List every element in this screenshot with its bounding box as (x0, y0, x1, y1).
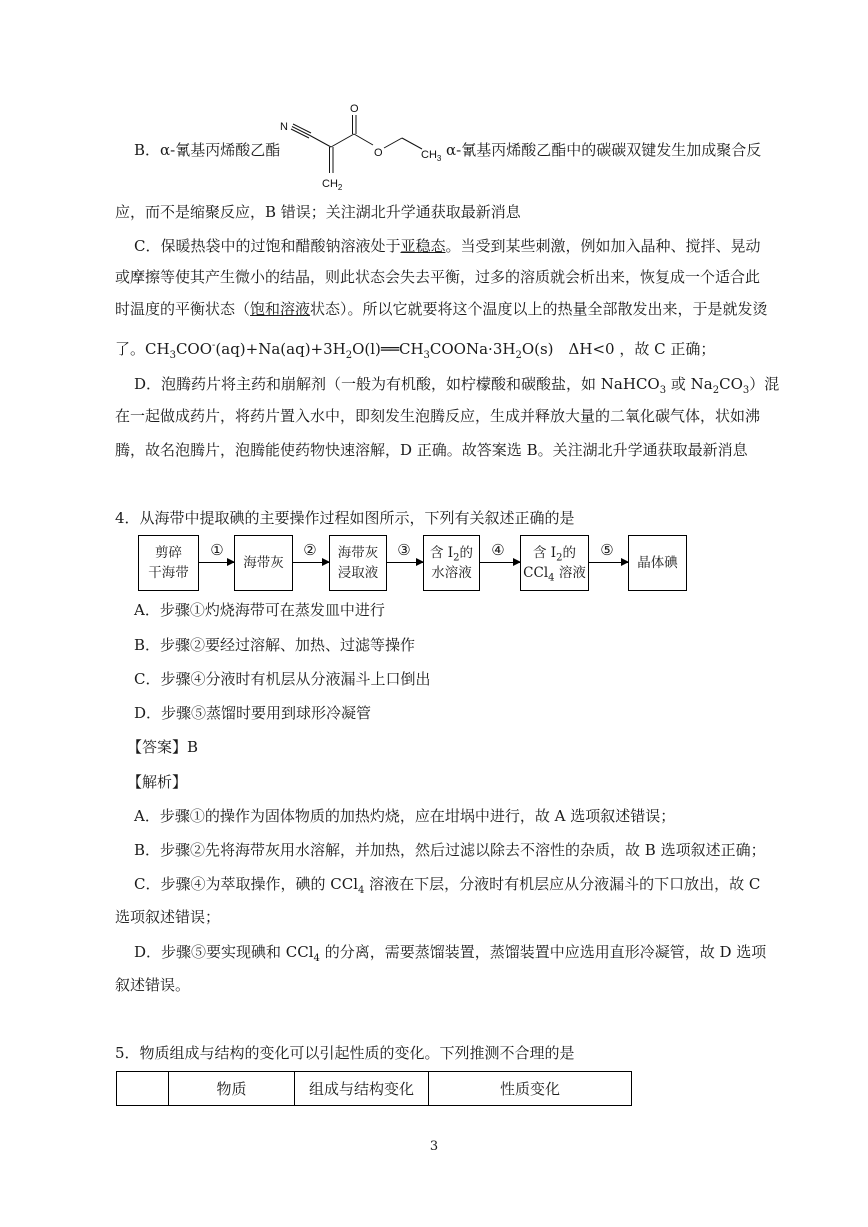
option-c-line3: 时温度的平衡状态（饱和溶液状态）。所以它就要将这个温度以上的热量全部散发出来，于是就发烫 (115, 300, 768, 318)
option-c-equation: 了。$CH_3COO^-(aq)+Na(aq)+3H_2O(l)══CH_3COONa\cdot 3H_2O(s)$ ΔH<0 ，故 C 正确； (115, 340, 716, 361)
flow-arrow-5 (589, 562, 628, 563)
question-5-stem: 5．物质组成与结构的变化可以引起性质的变化。下列推测不合理的是 (115, 1044, 575, 1062)
table-header-cell: 组成与结构变化 (295, 1072, 429, 1106)
flow-box-ccl4-solution: 含 $I_2$的 CCl$_4$ 溶液 (520, 535, 589, 591)
q4-answer: 【答案】B (127, 738, 199, 756)
option-c-line1: C．保暖热袋中的过饱和醋酸钠溶液处于亚稳态。当受到某些刺激，例如加入晶种、搅拌、晃动 (134, 237, 761, 255)
flow-arrow-4 (480, 562, 520, 563)
q5-table (116, 1071, 632, 1106)
flow-box-leachate: 海带灰 浸取液 (329, 535, 387, 591)
step-3-label: ③ (397, 541, 411, 559)
option-b-prefix: B．α-氰基丙烯酸乙酯 (134, 141, 281, 159)
flow-box-kelp-ash: 海带灰 (234, 535, 293, 591)
flow-box-dried-kelp: 剪碎 干海带 (138, 535, 199, 591)
step-5-label: ⑤ (600, 541, 614, 559)
q4-explanation-c-line2: 选项叙述错误； (115, 908, 221, 926)
option-b-line2: 应，而不是缩聚反应，B 错误；关注湖北升学通获取最新消息 (115, 203, 521, 221)
step-1-label: ① (210, 541, 224, 559)
methylene-label: $CH_2$ (322, 178, 343, 192)
ester-o-label: O (374, 147, 383, 159)
q4-analysis-heading: 【解析】 (127, 773, 188, 791)
table-header-cell: 性质变化 (429, 1072, 632, 1106)
page-number: 3 (429, 1139, 439, 1154)
q4-explanation-c-line1: C．步骤④为萃取操作，碘的 CCl$_4$ 溶液在下层，分液时有机层应从分液漏斗的下口放出，故 C (134, 875, 761, 896)
q4-explanation-d-line1: D．步骤⑤要实现碘和 CCl$_4$ 的分离，需要蒸馏装置，蒸馏装置中应选用直形冷凝管，故 D 选项 (134, 943, 767, 964)
iodine-extraction-flowchart (138, 535, 678, 595)
flow-arrow-2 (293, 562, 329, 563)
option-d-line3: 腾，故名泡腾片，泡腾能使药物快速溶解，D 正确。故答案选 B。关注湖北升学通获取最新消息 (115, 441, 748, 459)
q4-option-d: D．步骤⑤蒸馏时要用到球形冷凝管 (134, 704, 372, 722)
nitrile-n-label: N (280, 121, 288, 133)
q4-option-a: A．步骤①灼烧海带可在蒸发皿中进行 (134, 601, 385, 619)
option-b-explanation: α-氰基丙烯酸乙酯中的碳碳双键发生加成聚合反 (446, 141, 762, 159)
q4-explanation-b: B．步骤②先将海带灰用水溶解，并加热，然后过滤以除去不溶性的杂质，故 B 选项叙述正确； (134, 841, 766, 859)
option-c-line2: 或摩擦等使其产生微小的结晶，则此状态会失去平衡，过多的溶质就会析出来，恢复成一个适合此 (115, 268, 761, 286)
table-header-cell: 物质 (169, 1072, 295, 1106)
flow-arrow-3 (387, 562, 423, 563)
flow-arrow-1 (199, 562, 234, 563)
step-2-label: ② (303, 541, 317, 559)
table-header-row (117, 1072, 632, 1106)
q4-option-b: B．步骤②要经过溶解、加热、过滤等操作 (134, 636, 416, 654)
methyl-label: $CH_3$ (421, 149, 442, 163)
q4-explanation-d-line2: 叙述错误。 (115, 976, 191, 994)
carbonyl-o-label: O (350, 103, 359, 115)
ethyl-cyanoacrylate-structure (276, 98, 446, 194)
question-4-stem: 4．从海带中提取碘的主要操作过程如图所示，下列有关叙述正确的是 (115, 509, 575, 527)
step-4-label: ④ (491, 541, 505, 559)
q4-option-c: C．步骤④分液时有机层从分液漏斗上口倒出 (134, 670, 431, 688)
table-header-cell (117, 1072, 169, 1106)
option-d-line2: 在一起做成药片，将药片置入水中，即刻发生泡腾反应，生成并释放大量的二氧化碳气体，状如沸 (115, 407, 761, 425)
flow-box-aqueous-iodine: 含 $I_2$的 水溶液 (423, 535, 480, 591)
q4-explanation-a: A．步骤①的操作为固体物质的加热灼烧，应在坩埚中进行，故 A 选项叙述错误； (134, 807, 676, 825)
option-d-line1: D．泡腾药片将主药和崩解剂（一般为有机酸，如柠檬酸和碳酸盐，如 NaHCO$_3$ 或 $Na_2CO_3$）混 (134, 375, 780, 396)
flow-box-crystal-iodine: 晶体碘 (628, 535, 687, 591)
